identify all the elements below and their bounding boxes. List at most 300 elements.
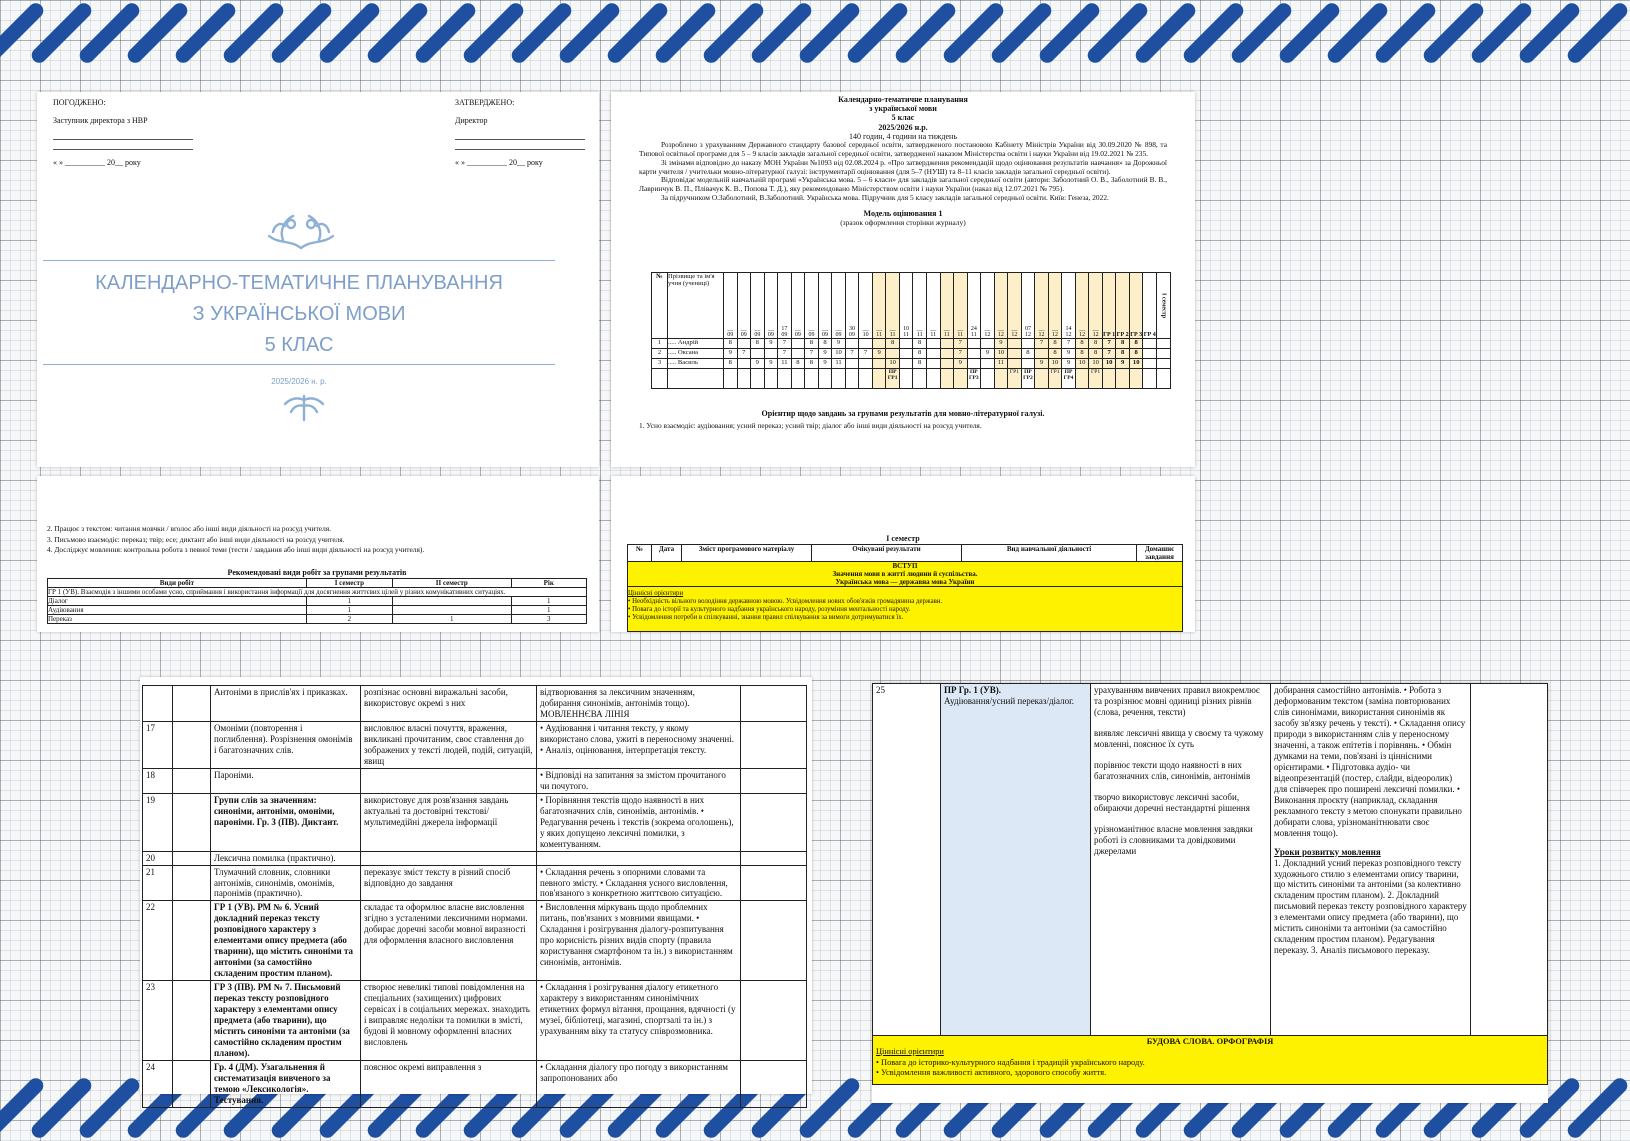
lesson-topic: ГР 3 (ПВ). РМ № 7. Письмовий переказ тексту розповідного характеру з елементами опису предмета (або тварини), що містить синоніми та антоніми (за самостійно складеним простим планом).	[211, 981, 361, 1061]
lessons-page	[140, 677, 812, 1105]
homework	[741, 686, 807, 722]
grid-date-cell: __ 12	[981, 273, 995, 339]
lesson-number	[143, 686, 173, 722]
grade-cell	[791, 349, 805, 359]
grid-empty	[652, 369, 668, 389]
title-page	[37, 92, 599, 467]
grid-date-cell: __ 09	[751, 273, 765, 339]
activity-text: добирання самостійно антонімів. • Робота з деформованим текстом (заміна повторюваних слів синонімами, використання синонімів як засобу зв'язку речень у тексті). • Складання опису природи з використанням слів у переносному значенні, а також епітетів і порівнянь. • Обмін думками на теми, пов'язані із ціннісними орієнтирами. • Підготовка аудіо- чи відеопрезентацій (постер, слайди, відеоролик) для співчерек про поширені лексичні помилки. • Виконання проєкту (наприклад, складання рекламного тексту з метою спонукати правильно добирати слова, урізноманітнювати своє мовлення тощо).	[1274, 685, 1466, 838]
lesson-number: 22	[143, 901, 173, 981]
table-row	[143, 686, 807, 722]
grid-date-cell: __ 11	[872, 273, 886, 339]
col-header-semester-2: ІІ семестр	[392, 579, 511, 588]
grade-cell	[1157, 339, 1171, 349]
grade-cell	[940, 359, 954, 369]
col-header-work-type: Види робіт	[48, 579, 307, 588]
grade-cell	[940, 349, 954, 359]
group-cell	[954, 369, 968, 389]
heading-line-4: 2025/2026 н.р.	[878, 122, 928, 132]
expected-results: переказує зміст тексту в різний спосіб відповідно до завдання	[361, 865, 537, 901]
grade-cell: 7	[1035, 339, 1049, 349]
lesson-number: 17	[143, 721, 173, 768]
grid-date-cell: __ 11	[940, 273, 954, 339]
lesson-topic: Гр. 4 (ДМ). Узагальнення й систематизація вивченого за темою «Лексикологія». Тестування.	[211, 1061, 361, 1108]
semester-1-count: 1	[306, 597, 392, 606]
model-subtitle: (зразок оформлення сторінки журналу)	[840, 218, 966, 228]
grid-date-cell: __ 09	[805, 273, 819, 339]
lesson-date	[173, 851, 211, 865]
group-cell	[724, 369, 738, 389]
homework	[741, 901, 807, 981]
grade-cell: 9	[1062, 359, 1076, 369]
col-header-activities: Вид навчальної діяльності	[962, 545, 1137, 562]
grid-date-cell: 30 09	[845, 273, 859, 339]
homework	[741, 768, 807, 793]
value-item: • Усвідомлення важливості активного, здорового способу життя.	[876, 1067, 1107, 1077]
group-cell	[1075, 369, 1089, 389]
work-type-name: Діалог	[48, 597, 307, 606]
semester-1-count: 2	[306, 615, 392, 624]
grid-date-cell: ГР 3	[1129, 273, 1143, 339]
grade-cell: 7	[845, 349, 859, 359]
lesson-date	[173, 721, 211, 768]
values-label: Ціннісні орієнтири	[628, 590, 684, 598]
group-cell	[899, 369, 913, 389]
year-count: 1	[511, 597, 586, 606]
group-cell	[981, 369, 995, 389]
approved-right-label: ЗАТВЕРДЖЕНО:	[455, 98, 515, 107]
floral-ornament-icon	[261, 210, 341, 252]
group-cell	[751, 369, 765, 389]
section-title: БУДОВА СЛОВА. ОРФОГРАФІЯ	[1146, 1037, 1274, 1046]
col-header-date: Дата	[652, 545, 682, 562]
semester-2-count	[392, 606, 511, 615]
table-row	[143, 1061, 807, 1108]
signature-line	[455, 140, 585, 150]
grade-cell	[1035, 349, 1049, 359]
activities: • Аудіювання і читання тексту, у якому використано слова, ужиті в переносному значенні. • Аналіз, оцінювання, інтерпретація тексту.	[537, 721, 741, 768]
group-cell	[805, 369, 819, 389]
grade-cell	[1021, 339, 1035, 349]
value-item: • Повага до історії та культурного надбання українського народу, розуміння ментальності народу.	[628, 605, 911, 613]
grid-date-cell: І семестр	[1157, 273, 1171, 339]
grade-cell: 8	[1048, 339, 1062, 349]
grade-cell	[1021, 359, 1035, 369]
grade-cell	[926, 339, 940, 349]
main-title	[43, 268, 555, 361]
grid-header-number: №	[652, 273, 668, 339]
value-item: • Повага до історико-культурного надбання і традицій українського народу.	[876, 1057, 1145, 1067]
group-cell	[1035, 369, 1049, 389]
table-row	[48, 597, 587, 606]
semester-2-count	[392, 597, 511, 606]
table-row	[143, 721, 807, 768]
expected-results: використовує для розв'язання завдань актуальні та достовірні текстові/мультимедійні джерела інформації	[361, 793, 537, 851]
grade-cell	[1143, 339, 1157, 349]
grid-empty	[668, 369, 724, 389]
grade-cell: 7	[1102, 339, 1116, 349]
group-cell	[872, 369, 886, 389]
grade-cell: 8	[913, 349, 927, 359]
grid-date-cell: __ 09	[737, 273, 751, 339]
values-label: Ціннісні орієнтири	[876, 1047, 944, 1057]
grid-date-cell: __ 12	[1048, 273, 1062, 339]
grade-cell: 7	[1062, 339, 1076, 349]
table-row	[48, 606, 587, 615]
grade-cell	[1157, 349, 1171, 359]
lesson-date	[173, 981, 211, 1061]
lesson-topic: Групи слів за значенням: синоніми, антоніми, омоніми, пароніми. Гр. 3 (ПВ). Диктант.	[211, 793, 361, 851]
group-cell	[1129, 369, 1143, 389]
result-item: урахуванням вивчених правил виокремлює та розрізнює мовні одиниці різних рівнів (слова, речення, тексти)	[1094, 685, 1260, 717]
grade-cell: 8	[1116, 349, 1130, 359]
lesson-number: 19	[143, 793, 173, 851]
grade-cell: 7	[1102, 349, 1116, 359]
speech-dev-items: 1. Докладний усний переказ розповідного тексту художнього стилю з елементами опису тварини, що містить синоніми та антоніми (за колективно складеним простим планом). 2. Докладний письмовий переказ тексту розповідного характеру з елементами опису предмета (або тварини), що містить синоніми та антоніми (за самостійно складеним простим планом). Редагування переказу. 3. Аналіз письмового переказу.	[1274, 857, 1467, 956]
grade-cell: 7	[805, 349, 819, 359]
grade-cell: 10	[1089, 359, 1103, 369]
section-block	[873, 1036, 1548, 1085]
year-count: 3	[511, 615, 586, 624]
grade-cell	[737, 359, 751, 369]
grade-cell	[845, 359, 859, 369]
semester-page	[611, 476, 1195, 632]
lesson-date	[173, 793, 211, 851]
table-row	[652, 339, 1171, 349]
work-types-title: Рекомендовані види робіт за групами результатів	[227, 568, 407, 577]
grid-date-cell: __ 12	[1075, 273, 1089, 339]
student-number: 3	[652, 359, 668, 369]
lesson-topic: Тлумачний словник, словники антонімів, синонімів, омонімів, паронімів (практично).	[211, 865, 361, 901]
approved-left-label: ПОГОДЖЕНО:	[53, 98, 106, 107]
grade-cell: 8	[1075, 339, 1089, 349]
section-title: ВСТУП	[892, 562, 918, 571]
grid-date-cell: 24 11	[967, 273, 981, 339]
grade-cell: 9	[764, 359, 778, 369]
grade-cell: 8	[1089, 349, 1103, 359]
col-header-number: №	[628, 545, 652, 562]
grade-cell: 11	[832, 359, 846, 369]
result-item: урізноманітнює власне мовлення завдяки роботі із словниками та довідковими джерелами	[1094, 823, 1253, 856]
signature-line	[53, 140, 193, 150]
grid-date-cell: __ 12	[994, 273, 1008, 339]
table-row	[143, 865, 807, 901]
expected-results: створює невеликі типові повідомлення на спеціальних (захищених) цифрових сервісах і в соціальних мережах. знаходить і виправляє недоліки та помилки в змісті, будові й мовному оформленні власних висловлень	[361, 981, 537, 1061]
group-row: ГР 1 (УВ). Взаємодія з іншими особами усно, сприймання і використання інформації для досягнення життєвих цілей у різних комунікативних ситуаціях.	[48, 588, 587, 597]
table-row	[652, 349, 1171, 359]
grade-cell	[1008, 359, 1022, 369]
year-count: 1	[511, 606, 586, 615]
group-cell: ПР ГР4	[1062, 369, 1076, 389]
grid-date-cell: __ 10	[859, 273, 873, 339]
grade-cell: 9	[994, 339, 1008, 349]
grid-date-cell: __ 11	[926, 273, 940, 339]
table-row	[143, 768, 807, 793]
group-cell	[818, 369, 832, 389]
group-cell	[940, 369, 954, 389]
hours-line: 140 годин, 4 години на тиждень	[849, 131, 957, 141]
group-cell	[832, 369, 846, 389]
grade-cell: 9	[818, 349, 832, 359]
expected-results: складає та оформлює власне висловлення згідно з усталеними лексичними нормами. добирає доречні засоби мовної виразності для оформлення власного висловлення	[361, 901, 537, 981]
grade-cell: 8	[1075, 349, 1089, 359]
activities: • Складання і розігрування діалогу етикетного характеру з використанням синонімічних етикетних формул вітання, прощання, вдячності (у музеї, бібліотеці, магазині, спортзалі та ін.) з урахуванням віку та статусу співрозмовника.	[537, 981, 741, 1061]
heading-line-1: Календарно-тематичне планування	[838, 95, 968, 104]
orientation-title: Орієнтир щодо завдань за групами результатів для мовно-літературної галузі.	[761, 409, 1045, 418]
activities: • Складання діалогу про погоду з використанням запропонованих або	[537, 1061, 741, 1108]
grid-date-cell: __ 12	[1035, 273, 1049, 339]
grid-date-cell: ГР 1	[1102, 273, 1116, 339]
lesson-number: 24	[143, 1061, 173, 1108]
grade-cell	[981, 359, 995, 369]
expected-results: розпізнає основні виражальні засоби, використовує окремі з них	[361, 686, 537, 722]
grade-cell	[886, 349, 900, 359]
expected-results: пояснює окремі виправлення з	[361, 1061, 537, 1108]
homework	[741, 981, 807, 1061]
grade-cell: 8	[913, 339, 927, 349]
lesson-date	[173, 768, 211, 793]
work-types-page	[37, 476, 599, 632]
grade-cell: 10	[886, 359, 900, 369]
lessons-table	[142, 685, 807, 1108]
orientation-item-2: 2. Працює з текстом: читання мовчки / вголос або інші види діяльності на розсуд учителя.	[47, 524, 332, 533]
orientation-item-1: 1. Усно взаємодіє: аудіювання; усний переказ; усний твір; діалог або інші види діяльності на розсуд учителя.	[639, 421, 982, 430]
lesson-topic: Омоніми (повторення і поглиблення). Розрізнення омонімів і багатозначних слів.	[211, 721, 361, 768]
grade-cell	[1143, 359, 1157, 369]
grade-cell	[1157, 359, 1171, 369]
grade-cell	[859, 359, 873, 369]
activities: • Висловлення міркувань щодо проблемних питань, пов'язаних з мовними явищами. • Складання і розігрування діалогу-розпитування про корисність різних видів спорту (правила користування смартфоном та ін.) з використанням синонімів, антонімів.	[537, 901, 741, 981]
table-row	[143, 793, 807, 851]
grade-cell: 8	[1048, 349, 1062, 359]
col-header-year: Рік	[511, 579, 586, 588]
grid-date-cell: __ 11	[954, 273, 968, 339]
grade-cell	[737, 339, 751, 349]
grade-cell	[791, 339, 805, 349]
grade-cell: 8	[805, 339, 819, 349]
grade-cell: 8	[1021, 349, 1035, 359]
intro-paragraph-3: Відповідає модельній навчальній програмі «Українська мова. 5 – 6 класи» для закладів загальної середньої освіти (автори: Заболотний О. В., Заболотний В. В., Лавринчук В. П., Плівачук К. В., Попова Т. Д.), яку рекомендовано Міністерством освіти і науки України (наказ від 12.07.2021 № 795).	[639, 175, 1167, 194]
lesson-date	[173, 865, 211, 901]
group-cell	[791, 369, 805, 389]
grade-cell: 8	[886, 339, 900, 349]
value-item: • Усвідомлення потреби в спілкуванні, знання правил спілкування за вимоги дотримуватися їх.	[628, 613, 904, 621]
orientation-item-4: 4. Досліджує мовлення: контрольна робота з певної теми (тести / завдання або інші види діяльності на розсуд учителя).	[47, 545, 425, 555]
student-number: 1	[652, 339, 668, 349]
grid-date-cell: ГР 2	[1116, 273, 1130, 339]
result-item: творчо використовує лексичні засоби, обираючи доречні нестандартні рішення	[1094, 791, 1250, 813]
group-cell	[994, 369, 1008, 389]
group-cell: ГР1	[1048, 369, 1062, 389]
speech-dev-title: Уроки розвитку мовлення	[1274, 846, 1381, 857]
lesson-topic: Пароніми.	[211, 768, 361, 793]
activities	[537, 851, 741, 865]
lesson-25-table	[872, 683, 1548, 1085]
group-cell	[778, 369, 792, 389]
homework	[741, 721, 807, 768]
grade-cell	[1008, 339, 1022, 349]
expected-results	[361, 768, 537, 793]
grid-date-cell: __ 09	[832, 273, 846, 339]
expected-results: висловлює власні почуття, враження, викликані прочитаним, своє ставлення до зображених у тексті людей, подій, ситуацій, явищ	[361, 721, 537, 768]
group-cell: ПР ГР1	[886, 369, 900, 389]
group-cell	[845, 369, 859, 389]
lesson-topic: Лексична помилка (практично).	[211, 851, 361, 865]
activities: відтворювання за лексичним значенням, добирання синонімів, антонімів тощо). МОВЛЕННЄВА ЛІНІЯ	[537, 686, 741, 722]
table-row	[143, 901, 807, 981]
lesson-topic	[941, 684, 1091, 1036]
intro-paragraph-4: За підручником О.Заболотний, В.Заболотний. Українська мова. Підручник для 5 класу закладів загальної середньої освіти. Київ: Генеза, 2022.	[661, 193, 1109, 203]
lesson-date	[173, 686, 211, 722]
grade-cell: 8	[751, 339, 765, 349]
student-name: ..... Василь	[668, 359, 724, 369]
grade-cell: 9	[1062, 349, 1076, 359]
grid-date-cell: 17 09	[778, 273, 792, 339]
grade-cell: 7	[859, 349, 873, 359]
group-cell: ГР1	[1089, 369, 1103, 389]
group-cell	[1143, 369, 1157, 389]
table-row	[873, 684, 1548, 1036]
col-header-semester-1: І семестр	[306, 579, 392, 588]
grade-cell: 11	[778, 359, 792, 369]
work-type-name: Аудіювання	[48, 606, 307, 615]
work-type-name: Переказ	[48, 615, 307, 624]
gradebook-grid	[651, 272, 1171, 389]
activities: • Порівняння текстів щодо наявності в них багатозначних слів, синонімів, антонімів. • Редагування речень і текстів (зокрема оголошень), у яких допущено лексичні помилки, з коментуванням.	[537, 793, 741, 851]
grade-cell	[859, 339, 873, 349]
grade-cell: 10	[994, 349, 1008, 359]
lesson-topic: ГР 1 (УВ). РМ № 6. Усний докладний переказ тексту розповідного характеру з елементами опису предмета (або тварини), що містить синоніми та антоніми (за самостійно складеним простим планом).	[211, 901, 361, 981]
grade-cell	[872, 339, 886, 349]
activities: • Відповіді на запитання за змістом прочитаного чи почутого.	[537, 768, 741, 793]
lesson-topic: Антоніми в прислів'ях і приказках.	[211, 686, 361, 722]
homework	[741, 865, 807, 901]
semester-1-count: 1	[306, 606, 392, 615]
grade-cell: 9	[818, 359, 832, 369]
section-header	[628, 562, 1183, 587]
grade-cell	[981, 339, 995, 349]
grade-cell: 10	[1048, 359, 1062, 369]
col-header-homework: Домашнє завдання	[1137, 545, 1183, 562]
grid-date-cell: __ 11	[886, 273, 900, 339]
grade-cell: 10	[832, 349, 846, 359]
result-item: виявляє лексичні явища у своєму та чужому мовленні, пояснює їх суть	[1094, 727, 1264, 749]
academic-year: 2025/2026 н. р.	[271, 377, 327, 386]
grade-cell: 8	[818, 339, 832, 349]
grid-date-cell: __ 12	[1008, 273, 1022, 339]
group-cell: ГР1	[1008, 369, 1022, 389]
grade-cell: 8	[913, 359, 927, 369]
grade-cell: 8	[805, 359, 819, 369]
group-cell	[859, 369, 873, 389]
grid-date-cell: 07 12	[1021, 273, 1035, 339]
grade-cell: 7	[778, 349, 792, 359]
grade-cell: 7	[954, 339, 968, 349]
grade-cell: 9	[764, 339, 778, 349]
grade-cell: 7	[737, 349, 751, 359]
grade-cell	[926, 359, 940, 369]
grade-cell: 10	[1102, 359, 1116, 369]
grade-cell	[967, 339, 981, 349]
semester-table	[627, 544, 1183, 632]
grade-cell	[899, 339, 913, 349]
section-subtitle: Українська мова — державна мова України	[835, 578, 975, 587]
grade-cell: 8	[1129, 339, 1143, 349]
lesson-number: 21	[143, 865, 173, 901]
grid-header-name: Прізвище та ім'я учня (учениці)	[668, 273, 724, 339]
orientation-item-3: 3. Письмово взаємодіє: переказ; твір; есе; диктант або інші види діяльності на розсуд учителя.	[47, 534, 345, 544]
semester-2-count: 1	[392, 615, 511, 624]
grid-date-cell: __ 09	[818, 273, 832, 339]
deputy-label: Заступник директора з НВР	[53, 116, 148, 125]
group-cell	[737, 369, 751, 389]
bottom-ornament-icon	[281, 392, 327, 422]
col-header-content: Зміст програмового матеріалу	[682, 545, 812, 562]
lesson-25-page	[872, 683, 1548, 1103]
grid-date-cell: __ 09	[791, 273, 805, 339]
lesson-topic-text: Аудіювання/усний переказ/діалог.	[944, 695, 1075, 706]
lesson-number: 23	[143, 981, 173, 1061]
student-number: 2	[652, 349, 668, 359]
homework	[1471, 684, 1548, 1036]
grade-cell: 9	[954, 359, 968, 369]
col-header-results: Очікувані результати	[812, 545, 962, 562]
grade-cell	[1008, 349, 1022, 359]
lesson-number: 25	[873, 684, 941, 1036]
grade-cell: 9	[1116, 359, 1130, 369]
lesson-topic-label: ПР Гр. 1 (УВ).	[944, 685, 1002, 695]
grade-cell: 10	[1129, 359, 1143, 369]
group-cell	[913, 369, 927, 389]
result-item: порівнює тексти щодо наявності в них багатозначних слів, синонімів, антонімів	[1094, 759, 1251, 781]
grade-cell	[751, 349, 765, 359]
group-cell	[1116, 369, 1130, 389]
grade-cell	[764, 349, 778, 359]
grid-date-cell: __ 09	[764, 273, 778, 339]
grade-cell: 8	[1116, 339, 1130, 349]
grade-cell: 9	[724, 349, 738, 359]
table-row	[48, 615, 587, 624]
grade-cell: 10	[1075, 359, 1089, 369]
grid-date-cell: __ 11	[913, 273, 927, 339]
intro-paragraph-2: Зі змінами відповідно до наказу МОН України №1093 від 02.08.2024 р. «Про затвердження рекомендацій щодо оцінювання результатів навчання» за Дорожньої карти учителя / учительки мовно-літературної галузі: інструментарії оцінювання (для 5–7 (НУШ) та 8–11 класів закладів загальної середньої освіти).	[639, 157, 1167, 176]
grade-cell: 7	[954, 349, 968, 359]
work-types-table	[47, 578, 587, 624]
grade-cell	[1143, 349, 1157, 359]
main-title-line-2: З УКРАЇНСЬКОЇ МОВИ	[192, 303, 406, 325]
heading-line-3: 5 клас	[891, 113, 915, 123]
intro-paragraph-1: Розроблено з урахуванням Державного стандарту базової середньої освіти, затвердженого постановою Кабінету Міністрів України від 30.09.2020 № 898, та Типової освітньої програми для 5 – 9 класів закладів загальної середньої освіти, затвердженої наказом Міністерства освіти і науки України від 19.02.2021 № 235.	[639, 139, 1167, 158]
grade-cell: 9	[872, 349, 886, 359]
homework	[741, 851, 807, 865]
activities	[1271, 684, 1471, 1036]
model-title: Модель оцінювання 1	[863, 209, 943, 219]
grade-cell	[845, 339, 859, 349]
grade-cell: 8	[1129, 349, 1143, 359]
group-cell	[764, 369, 778, 389]
main-title-line-1: КАЛЕНДАРНО-ТЕМАТИЧНЕ ПЛАНУВАННЯ	[95, 272, 503, 294]
date-line-left: « » __________ 20__ року	[53, 158, 141, 167]
table-row	[143, 851, 807, 865]
group-cell	[1157, 369, 1171, 389]
grade-cell	[940, 339, 954, 349]
signature-line	[53, 128, 193, 140]
title-rule-bottom	[43, 364, 555, 365]
homework	[741, 1061, 807, 1108]
grid-date-cell: __ 12	[1089, 273, 1103, 339]
lesson-number: 20	[143, 851, 173, 865]
grid-date-cell: __ 09	[724, 273, 738, 339]
